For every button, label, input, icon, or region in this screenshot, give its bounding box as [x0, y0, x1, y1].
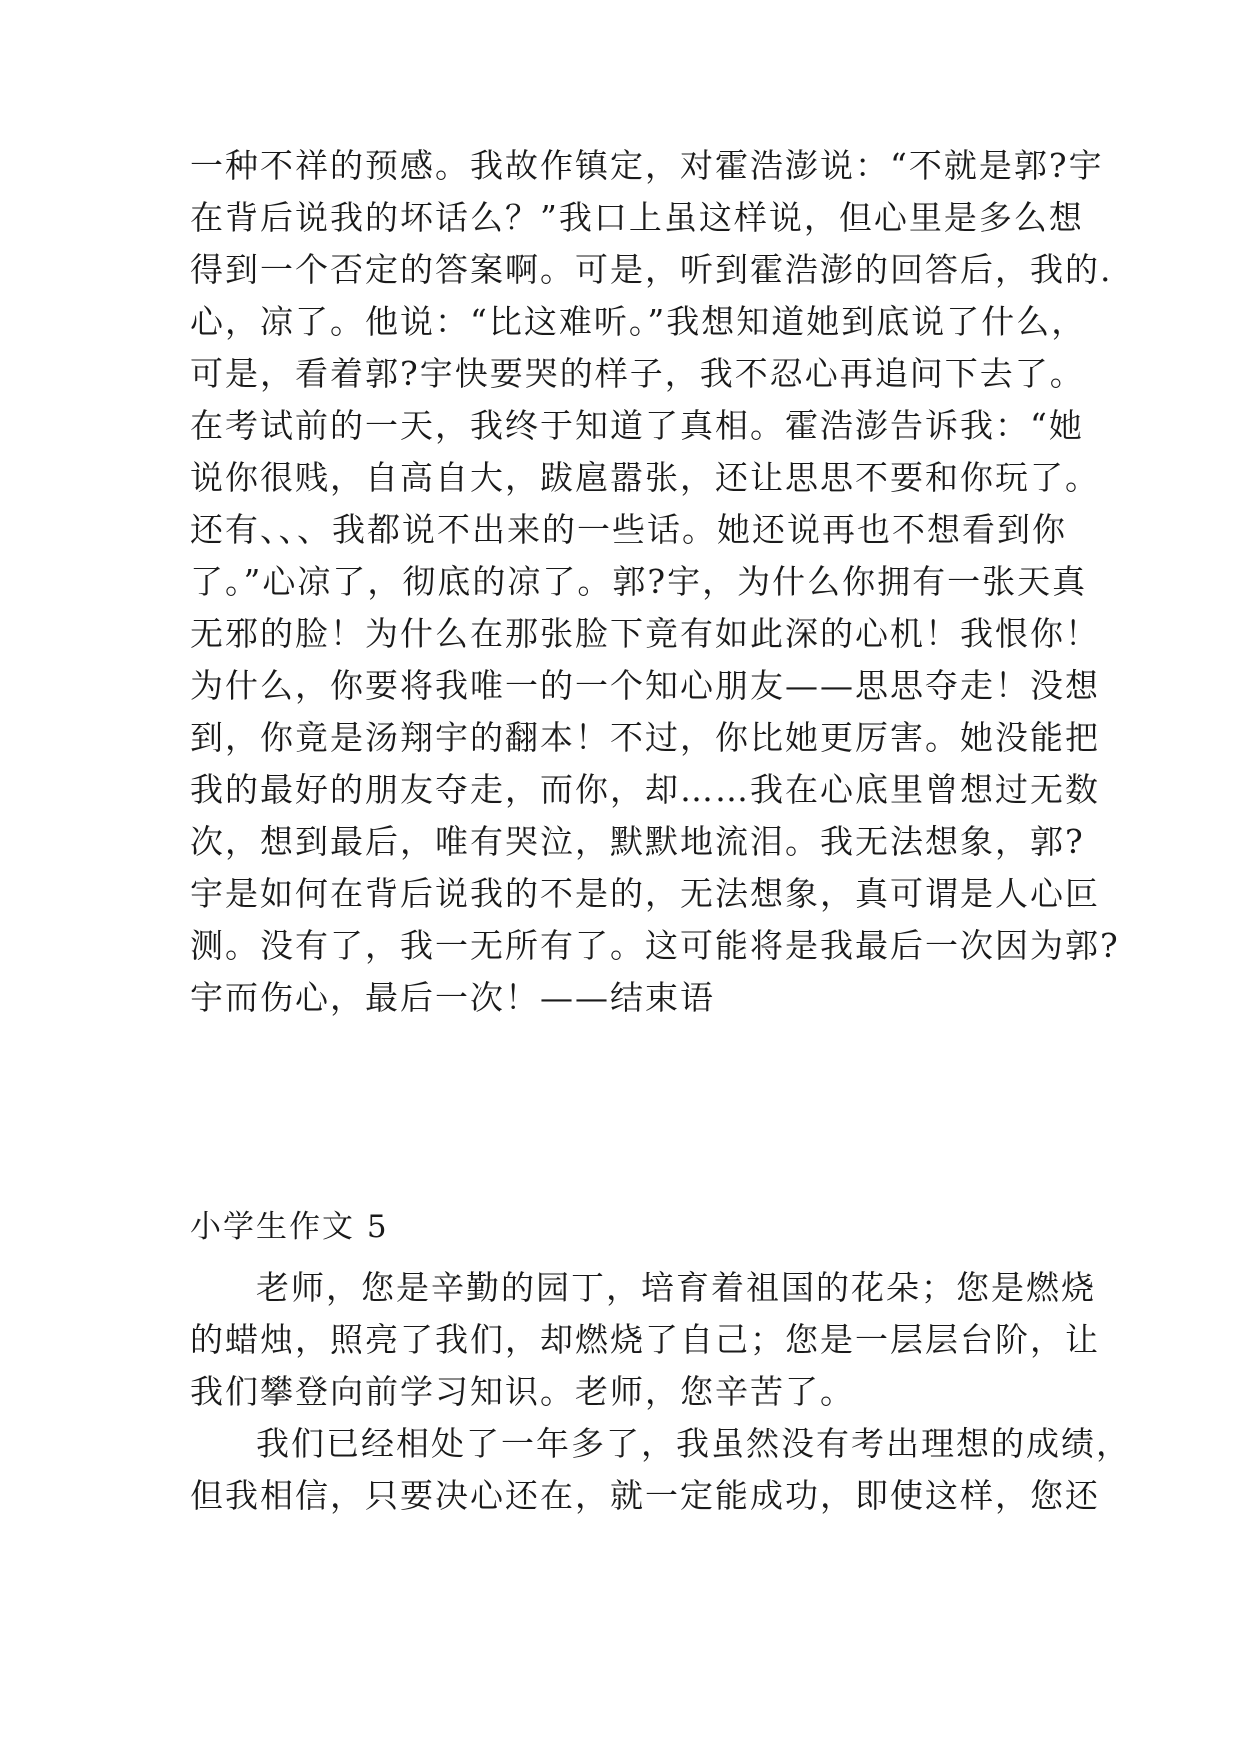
text-line: 次，想到最后，唯有哭泣，默默地流泪。我无法想象，郭?	[190, 822, 1085, 861]
text-line: 但我相信，只要决心还在，就一定能成功，即使这样，您还	[190, 1476, 1100, 1515]
text-line: 在背后说我的坏话么？”我口上虽这样说，但心里是多么想	[190, 198, 1084, 237]
continued-passage	[190, 140, 1120, 1024]
text-line: 说你很贱，自高自大，跋扈嚣张，还让思思不要和你玩了。	[190, 458, 1100, 497]
text-line: 我们已经相处了一年多了，我虽然没有考出理想的成绩，	[256, 1424, 1131, 1463]
text-line: 测。没有了，我一无所有了。这可能将是我最后一次因为郭?	[190, 926, 1120, 965]
text-line: 到，你竟是汤翔宇的翻本！不过，你比她更厉害。她没能把	[190, 718, 1100, 757]
text-line: 了。”心凉了，彻底的凉了。郭?宇，为什么你拥有一张天真	[190, 562, 1088, 601]
text-line: 可是，看着郭?宇快要哭的样子，我不忍心再追问下去了。	[190, 354, 1085, 393]
text-line: 为什么，你要将我唯一的一个知心朋友——思思夺走！没想	[190, 666, 1100, 705]
section-heading: 小学生作文 5	[190, 1209, 389, 1245]
text-line: 宇而伤心，最后一次！——结束语	[190, 978, 715, 1017]
text-line: 的蜡烛，照亮了我们，却燃烧了自己；您是一层层台阶，让	[190, 1320, 1100, 1359]
text-line: 心，凉了。他说：“比这难听。”我想知道她到底说了什么，	[190, 302, 1087, 341]
text-line: 我的最好的朋友夺走，而你，却……我在心底里曾想过无数	[190, 770, 1100, 809]
text-line: 无邪的脸！为什么在那张脸下竟有如此深的心机！我恨你！	[190, 614, 1100, 653]
paragraph	[190, 1418, 1131, 1522]
text-line: 我们攀登向前学习知识。老师，您辛苦了。	[190, 1372, 855, 1411]
text-line: 老师，您是辛勤的园丁，培育着祖国的花朵；您是燃烧	[256, 1268, 1096, 1307]
text-line: 一种不祥的预感。我故作镇定，对霍浩澎说：“不就是郭?宇	[190, 146, 1104, 185]
text-line: 得到一个否定的答案啊。可是，听到霍浩澎的回答后，我的.	[190, 250, 1113, 289]
text-line: 还有、、、我都说不出来的一些话。她还说再也不想看到你	[190, 510, 1067, 549]
text-line: 在考试前的一天，我终于知道了真相。霍浩澎告诉我：“她	[190, 406, 1084, 445]
text-line: 宇是如何在背后说我的不是的，无法想象，真可谓是人心叵	[190, 874, 1100, 913]
paragraph	[190, 1262, 1100, 1418]
